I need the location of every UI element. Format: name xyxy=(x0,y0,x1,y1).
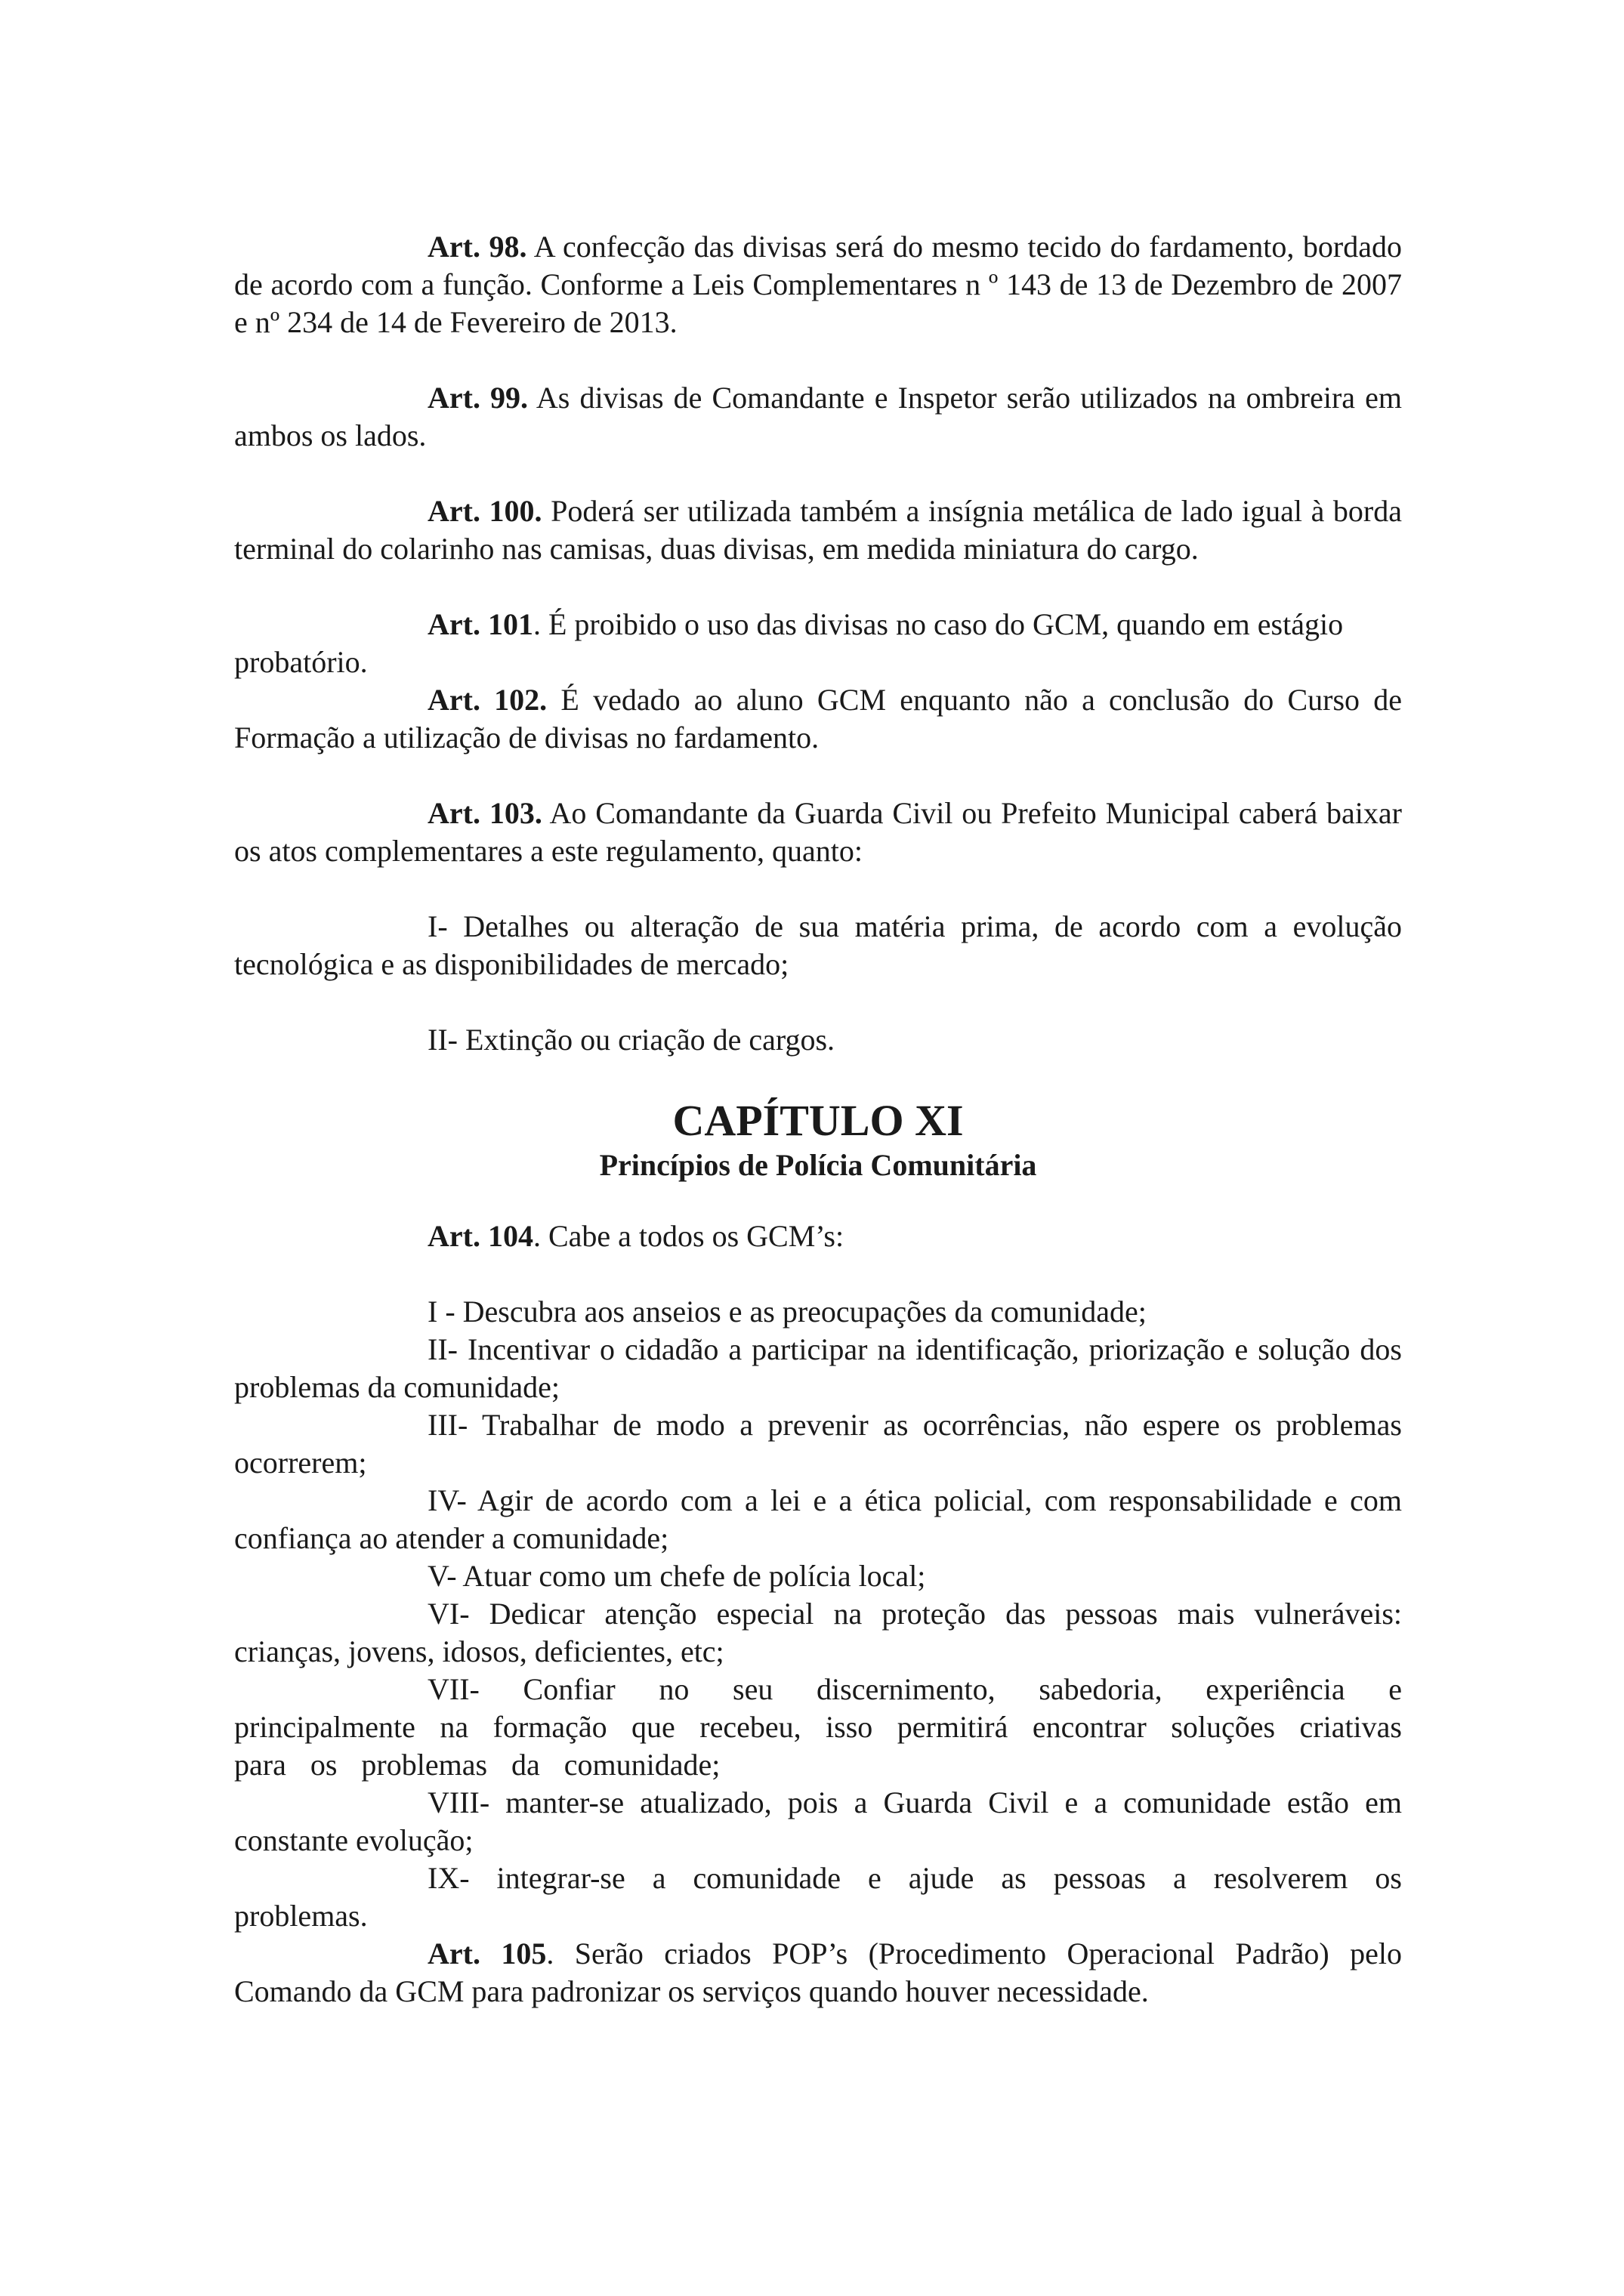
article-98-text: A confecção das divisas será do mesmo tecido do fardamento, bordado de acordo com a função. Conforme a Leis Complementares n º 143 de 13 de Dezembro de 2007 e nº 234 de 14 de Fevereiro de 2013. xyxy=(234,230,1403,339)
article-105 xyxy=(234,1935,1402,2011)
article-103-label: Art. 103. xyxy=(428,796,542,830)
article-104 xyxy=(234,1217,1402,1255)
article-104-item-8: VIII- manter-se atualizado, pois a Guarda Civil e a comunidade estão em constante evolução; xyxy=(234,1785,1402,1857)
article-104-item-1: I - Descubra aos anseios e as preocupações da comunidade; xyxy=(428,1295,1147,1329)
article-104-item-3: III- Trabalhar de modo a prevenir as ocorrências, não espere os problemas ocorrerem; xyxy=(234,1408,1402,1480)
article-105-label: Art. 105 xyxy=(428,1936,547,1970)
article-99-label: Art. 99. xyxy=(428,381,529,415)
article-105-text: . Serão criados POP’s (Procedimento Operacional Padrão) pelo Comando da GCM para padronizar os serviços quando houver necessidade. xyxy=(234,1936,1402,2008)
article-104-item-5: V- Atuar como um chefe de polícia local; xyxy=(428,1559,926,1593)
article-102-label: Art. 102. xyxy=(428,683,548,717)
chapter-heading xyxy=(234,1095,1402,1184)
article-104-text: . Cabe a todos os GCM’s: xyxy=(533,1219,844,1253)
article-98-label: Art. 98. xyxy=(428,230,527,264)
article-104-label: Art. 104 xyxy=(428,1219,533,1253)
article-104-item-4: IV- Agir de acordo com a lei e a ética policial, com responsabilidade e com confiança ao atender a comunidade; xyxy=(234,1483,1402,1555)
chapter-title: CAPÍTULO XI xyxy=(672,1096,964,1145)
article-102-text: É vedado ao aluno GCM enquanto não a conclusão do Curso de Formação a utilização de divisas no fardamento. xyxy=(234,683,1402,755)
article-100 xyxy=(234,492,1402,568)
article-103-item-1: I- Detalhes ou alteração de sua matéria prima, de acordo com a evolução tecnológica e as disponibilidades de mercado; xyxy=(234,909,1402,981)
article-99-text: As divisas de Comandante e Inspetor serão utilizados na ombreira em ambos os lados. xyxy=(234,381,1402,452)
chapter-subtitle: Princípios de Polícia Comunitária xyxy=(599,1148,1037,1182)
article-103-item-2: II- Extinção ou criação de cargos. xyxy=(428,1023,835,1057)
article-98 xyxy=(234,228,1402,341)
article-100-text: Poderá ser utilizada também a insígnia metálica de lado igual à borda terminal do colarinho nas camisas, duas divisas, em medida miniatura do cargo. xyxy=(234,494,1403,566)
article-104-item-2: II- Incentivar o cidadão a participar na identificação, priorização e solução dos problemas da comunidade; xyxy=(234,1332,1402,1404)
article-101 xyxy=(234,606,1402,681)
article-104-item-6: VI- Dedicar atenção especial na proteção das pessoas mais vulneráveis: crianças, jovens, idosos, deficientes, etc; xyxy=(234,1597,1402,1668)
page-content xyxy=(234,228,1402,2011)
article-101-text: . É proibido o uso das divisas no caso do GCM, quando em estágio probatório. xyxy=(234,607,1344,679)
article-99 xyxy=(234,379,1402,455)
article-102 xyxy=(234,681,1402,757)
article-103 xyxy=(234,795,1402,870)
article-100-label: Art. 100. xyxy=(428,494,542,528)
article-101-label: Art. 101 xyxy=(428,607,533,641)
article-103-text: Ao Comandante da Guarda Civil ou Prefeito Municipal caberá baixar os atos complementares a este regulamento, quanto: xyxy=(234,796,1402,868)
article-104-item-9: IX- integrar-se a comunidade e ajude as pessoas a resolverem os problemas. xyxy=(234,1861,1402,1933)
article-104-item-7: VII- Confiar no seu discernimento, sabedoria, experiência e principalmente na formação que recebeu, isso permitirá encontrar soluções criativas para os problemas da comunidade; xyxy=(234,1672,1402,1782)
